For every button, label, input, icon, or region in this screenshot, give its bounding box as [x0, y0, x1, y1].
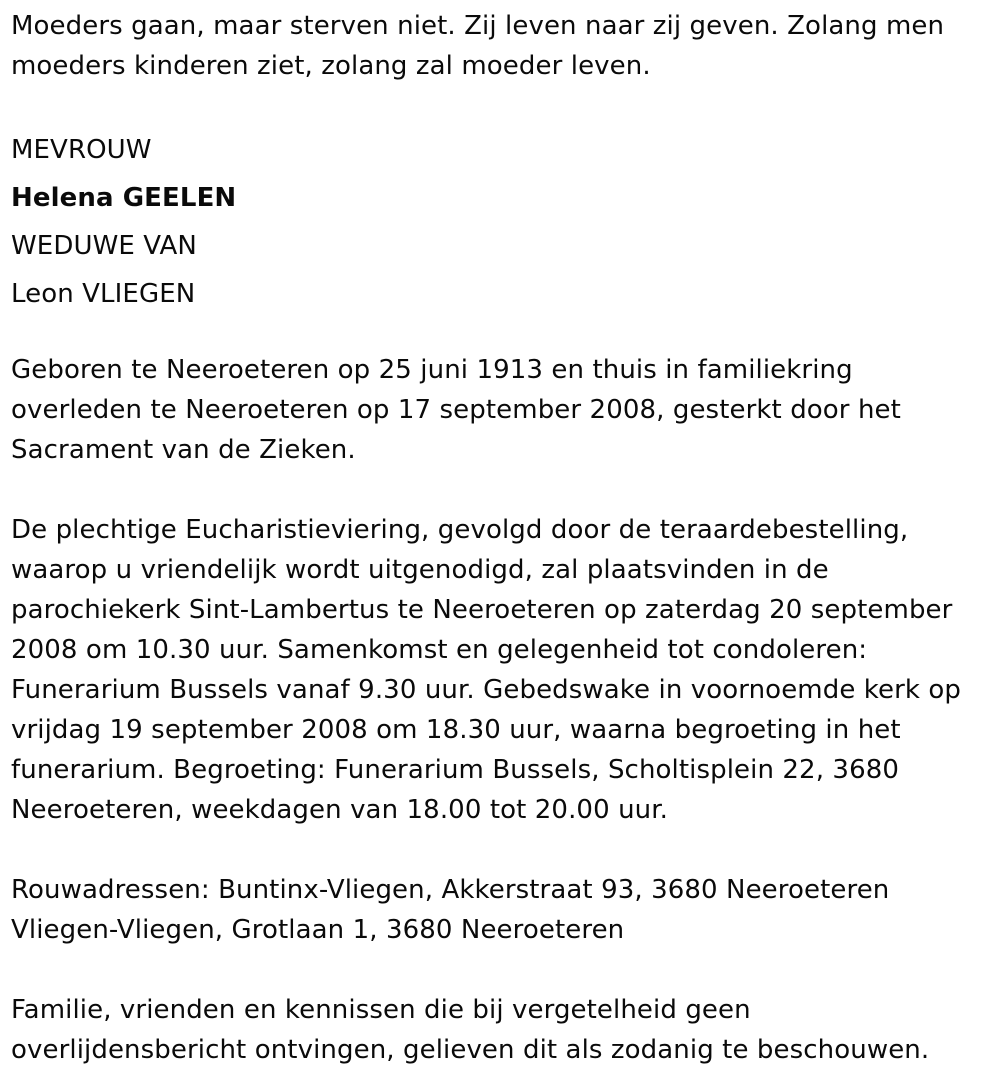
- service-line: 2008 om 10.30 uur. Samenkomst en gelegenheid tot condoleren:: [11, 635, 868, 665]
- deceased-title: MEVROUW: [11, 135, 152, 165]
- birth-death-line: Sacrament van de Zieken.: [11, 435, 356, 465]
- birth-death-paragraph: [11, 350, 901, 470]
- service-paragraph: [11, 510, 961, 830]
- deceased-name: Helena GEELEN: [11, 183, 237, 213]
- intro-quote: [11, 6, 944, 86]
- service-line: waarop u vriendelijk wordt uitgenodigd, zal plaatsvinden in de: [11, 555, 829, 585]
- address-line: Rouwadressen: Buntinx-Vliegen, Akkerstraat 93, 3680 Neeroeteren: [11, 875, 890, 905]
- family-note-paragraph: [11, 990, 929, 1070]
- deceased-relation: WEDUWE VAN: [11, 231, 197, 261]
- addresses-paragraph: [11, 870, 889, 950]
- intro-line: moeders kinderen ziet, zolang zal moeder leven.: [11, 51, 651, 81]
- family-note-line: Familie, vrienden en kennissen die bij vergetelheid geen: [11, 995, 751, 1025]
- service-line: vrijdag 19 september 2008 om 18.30 uur, waarna begroeting in het: [11, 715, 901, 745]
- birth-death-line: Geboren te Neeroeteren op 25 juni 1913 en thuis in familiekring: [11, 355, 853, 385]
- service-line: Funerarium Bussels vanaf 9.30 uur. Gebedswake in voornoemde kerk op: [11, 675, 962, 705]
- service-line: Neeroeteren, weekdagen van 18.00 tot 20.00 uur.: [11, 795, 669, 825]
- birth-death-line: overleden te Neeroeteren op 17 september 2008, gesterkt door het: [11, 395, 901, 425]
- address-line: Vliegen-Vliegen, Grotlaan 1, 3680 Neeroeteren: [11, 915, 625, 945]
- service-line: De plechtige Eucharistieviering, gevolgd door de teraardebestelling,: [11, 515, 909, 545]
- family-note-line: overlijdensbericht ontvingen, gelieven dit als zodanig te beschouwen.: [11, 1035, 930, 1065]
- service-line: parochiekerk Sint-Lambertus te Neeroeteren op zaterdag 20 september: [11, 595, 953, 625]
- deceased-block: [11, 126, 236, 318]
- service-line: funerarium. Begroeting: Funerarium Bussels, Scholtisplein 22, 3680: [11, 755, 899, 785]
- spouse-name: Leon VLIEGEN: [11, 279, 196, 309]
- intro-line: Moeders gaan, maar sterven niet. Zij leven naar zij geven. Zolang men: [11, 11, 945, 41]
